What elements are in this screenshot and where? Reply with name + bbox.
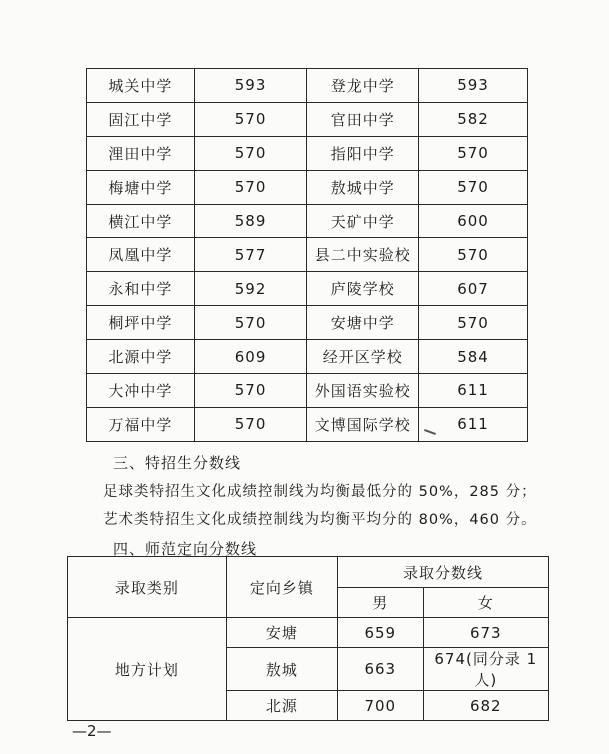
table-row [87, 272, 528, 306]
table-row [87, 374, 528, 408]
male-score-cell: 659 [338, 618, 424, 648]
score-cell: 570 [419, 136, 528, 170]
school-name-cell: 固江中学 [87, 102, 195, 136]
table-row [87, 340, 528, 374]
school-name-cell: 县二中实验校 [307, 238, 419, 272]
score-cell: 570 [194, 374, 307, 408]
score-cell: 593 [194, 69, 307, 103]
score-cell: 611 [419, 407, 528, 441]
header-female: 女 [423, 588, 548, 618]
score-cell: 592 [194, 272, 307, 306]
score-cell: 582 [419, 102, 528, 136]
school-name-cell: 横江中学 [87, 204, 195, 238]
town-cell: 安塘 [226, 618, 337, 648]
school-name-cell: 文博国际学校 [307, 407, 419, 441]
score-cell: 570 [194, 306, 307, 340]
header-category: 录取类别 [68, 557, 227, 618]
school-name-cell: 登龙中学 [307, 69, 419, 103]
school-name-cell: 安塘中学 [307, 306, 419, 340]
school-name-cell: 浬田中学 [87, 136, 195, 170]
school-name-cell: 大冲中学 [87, 374, 195, 408]
male-score-cell: 663 [338, 648, 424, 691]
school-name-cell: 梅塘中学 [87, 170, 195, 204]
school-name-cell: 城关中学 [87, 69, 195, 103]
female-score-cell: 682 [423, 691, 548, 721]
table-row [87, 306, 528, 340]
table-row [87, 170, 528, 204]
score-cell: 607 [419, 272, 528, 306]
school-name-cell: 万福中学 [87, 407, 195, 441]
score-cell: 609 [194, 340, 307, 374]
town-cell: 北源 [226, 691, 337, 721]
table-row [87, 204, 528, 238]
score-cell: 593 [419, 69, 528, 103]
header-score: 录取分数线 [338, 557, 549, 588]
school-name-cell: 庐陵学校 [307, 272, 419, 306]
score-cell: 570 [419, 238, 528, 272]
score-cell: 584 [419, 340, 528, 374]
school-name-cell: 敖城中学 [307, 170, 419, 204]
table-row [87, 102, 528, 136]
female-score-cell: 674(同分录 1 人) [423, 648, 548, 691]
score-cell: 570 [194, 136, 307, 170]
female-score-cell: 673 [423, 618, 548, 648]
score-cell: 570 [194, 407, 307, 441]
score-cell: 611 [419, 374, 528, 408]
school-name-cell: 指阳中学 [307, 136, 419, 170]
table-row [87, 407, 528, 441]
page-number: —2— [72, 722, 112, 740]
category-cell: 地方计划 [68, 618, 227, 721]
school-name-cell: 官田中学 [307, 102, 419, 136]
town-cell: 敖城 [226, 648, 337, 691]
score-cell: 577 [194, 238, 307, 272]
school-name-cell: 天矿中学 [307, 204, 419, 238]
normal-school-score-table [67, 556, 549, 721]
school-score-table [86, 68, 528, 442]
score-cell: 570 [419, 170, 528, 204]
school-name-cell: 北源中学 [87, 340, 195, 374]
male-score-cell: 700 [338, 691, 424, 721]
school-name-cell: 外国语实验校 [307, 374, 419, 408]
score-cell: 589 [194, 204, 307, 238]
header-male: 男 [338, 588, 424, 618]
art-score-line: 艺术类特招生文化成绩控制线为均衡平均分的 80%，460 分。 [103, 512, 537, 528]
school-name-cell: 永和中学 [87, 272, 195, 306]
score-cell: 570 [194, 170, 307, 204]
section3-heading: 三、特招生分数线 [113, 454, 242, 472]
table-row [87, 136, 528, 170]
school-name-cell: 桐坪中学 [87, 306, 195, 340]
table-row [87, 69, 528, 103]
score-cell: 570 [419, 306, 528, 340]
score-cell: 570 [194, 102, 307, 136]
score-cell: 600 [419, 204, 528, 238]
table-row [87, 238, 528, 272]
school-name-cell: 凤凰中学 [87, 238, 195, 272]
section4-heading: 四、师范定向分数线 [113, 540, 258, 558]
football-score-line: 足球类特招生文化成绩控制线为均衡最低分的 50%，285 分； [103, 484, 537, 500]
school-name-cell: 经开区学校 [307, 340, 419, 374]
header-town: 定向乡镇 [226, 557, 337, 618]
